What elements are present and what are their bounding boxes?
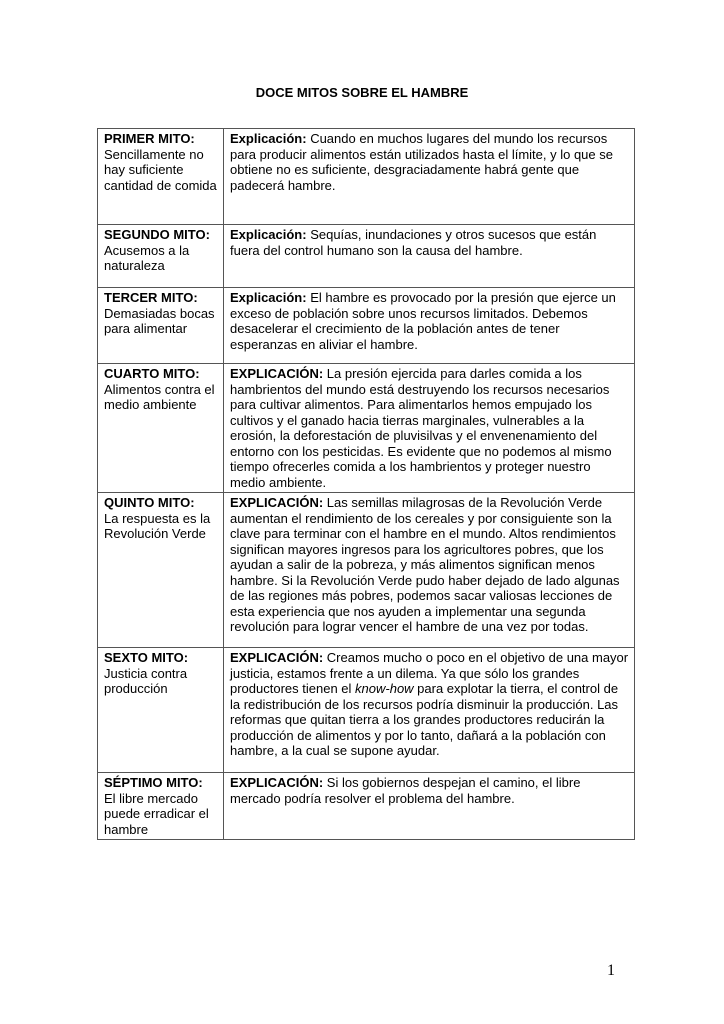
explanation-label: EXPLICACIÓN: [230, 650, 324, 665]
myth-label: SEXTO MITO: [104, 650, 189, 665]
myth-explanation-cell [224, 493, 635, 648]
table-row [98, 773, 635, 840]
myth-title-cell [98, 225, 224, 288]
myth-title-cell [98, 493, 224, 648]
explanation-text: Si los gobiernos despejan el camino, el libre mercado podría resolver el problema del hambre. [230, 775, 581, 806]
myth-label: SÉPTIMO MITO: [104, 775, 203, 790]
explanation-label: Explicación: [230, 290, 307, 305]
table-row [98, 129, 635, 225]
myth-title-cell [98, 648, 224, 773]
myth-name: Sencillamente no hay suficiente cantidad de comida [104, 146, 217, 193]
explanation-label: EXPLICACIÓN: [230, 775, 324, 790]
myth-title-cell [98, 364, 224, 493]
explanation-text: La presión ejercida para darles comida a los hambrientos del mundo está destruyendo los recursos necesarios para cultivar alimentos. Para alimentarlos hemos empujado los cultivos y el ganado hacia tierras marginales, vulnerables a la erosión, la deforestación de pluvisilvas y el envenenamiento del entorno con los pesticidas. Es evidente que no podemos al mismo tiempo ofrecerles comida a los hambrientos y proteger nuestro medio ambiente. [230, 366, 612, 490]
myth-title-cell [98, 773, 224, 840]
myth-explanation-cell [224, 773, 635, 840]
myth-label: QUINTO MITO: [104, 495, 195, 510]
myth-label: SEGUNDO MITO: [104, 227, 210, 242]
document-title: DOCE MITOS SOBRE EL HAMBRE [255, 85, 469, 100]
myth-explanation-cell [224, 364, 635, 493]
myths-table [97, 128, 635, 840]
table-row [98, 648, 635, 773]
myth-label: TERCER MITO: [104, 290, 198, 305]
page-number: 1 [607, 962, 615, 979]
table-row [98, 493, 635, 648]
myth-label: CUARTO MITO: [104, 366, 200, 381]
myth-name: Acusemos a la naturaleza [104, 242, 190, 273]
explanation-text: Creamos mucho o poco en el objetivo de una mayor justicia, estamos frente a un dilema. Ya que sólo los grandes productores tienen el [230, 650, 629, 696]
myth-title-cell [98, 288, 224, 364]
myth-label: PRIMER MITO: [104, 131, 195, 146]
table-row [98, 364, 635, 493]
myth-explanation-cell [224, 648, 635, 773]
table-row [98, 288, 635, 364]
explanation-label: EXPLICACIÓN: [230, 495, 324, 510]
myth-name: Demasiadas bocas para alimentar [104, 305, 215, 336]
myth-explanation-cell [224, 129, 635, 225]
explanation-text: El hambre es provocado por la presión que ejerce un exceso de población sobre unos recursos limitados. Debemos desacelerar el crecimiento de la población antes de tener esperanzas en aliviar el hambre. [230, 290, 616, 352]
myth-name: El libre mercado puede erradicar el hambre [104, 790, 209, 837]
myth-explanation-cell [224, 288, 635, 364]
explanation-label: EXPLICACIÓN: [230, 366, 324, 381]
myth-name: Justicia contra producción [104, 665, 188, 696]
explanation-text: Las semillas milagrosas de la Revolución Verde aumentan el rendimiento de los cereales y por consiguiente son la clave para terminar con el hambre en el mundo. Altos rendimientos significan mayores ingresos para los agricultores pobres, que los ayudan a salir de la pobreza, y más alimentos significan menos hambre. Si la Revolución Verde pudo haber dejado de lado algunas de las regiones más pobres, podemos sacar valiosas lecciones de esta experiencia que nos ayuden a implementar una segunda revolución para lograr vencer el hambre de una vez por todas. [230, 495, 620, 634]
explanation-label: Explicación: [230, 131, 307, 146]
explanation-text: Cuando en muchos lugares del mundo los recursos para producir alimentos están utilizados hasta el límite, y lo que se obtiene no es suficiente, desgraciadamente habrá gente que padecerá hambre. [230, 131, 613, 193]
explanation-label: Explicación: [230, 227, 307, 242]
myth-name: Alimentos contra el medio ambiente [104, 381, 215, 412]
explanation-italic: know-how [355, 681, 414, 696]
explanation-text-after: para explotar la tierra, el control de la redistribución de los recursos podría disminuir la producción. Las reformas que quitan tierra a los grandes productores reducirán la producción de alimentos y por lo tanto, dañará a la población con hambre, a la cual se supone ayudar. [230, 681, 619, 758]
myth-title-cell [98, 129, 224, 225]
table-row [98, 225, 635, 288]
myth-explanation-cell [224, 225, 635, 288]
myth-name: La respuesta es la Revolución Verde [104, 510, 211, 541]
explanation-text: Sequías, inundaciones y otros sucesos que están fuera del control humano son la causa del hambre. [230, 227, 597, 258]
